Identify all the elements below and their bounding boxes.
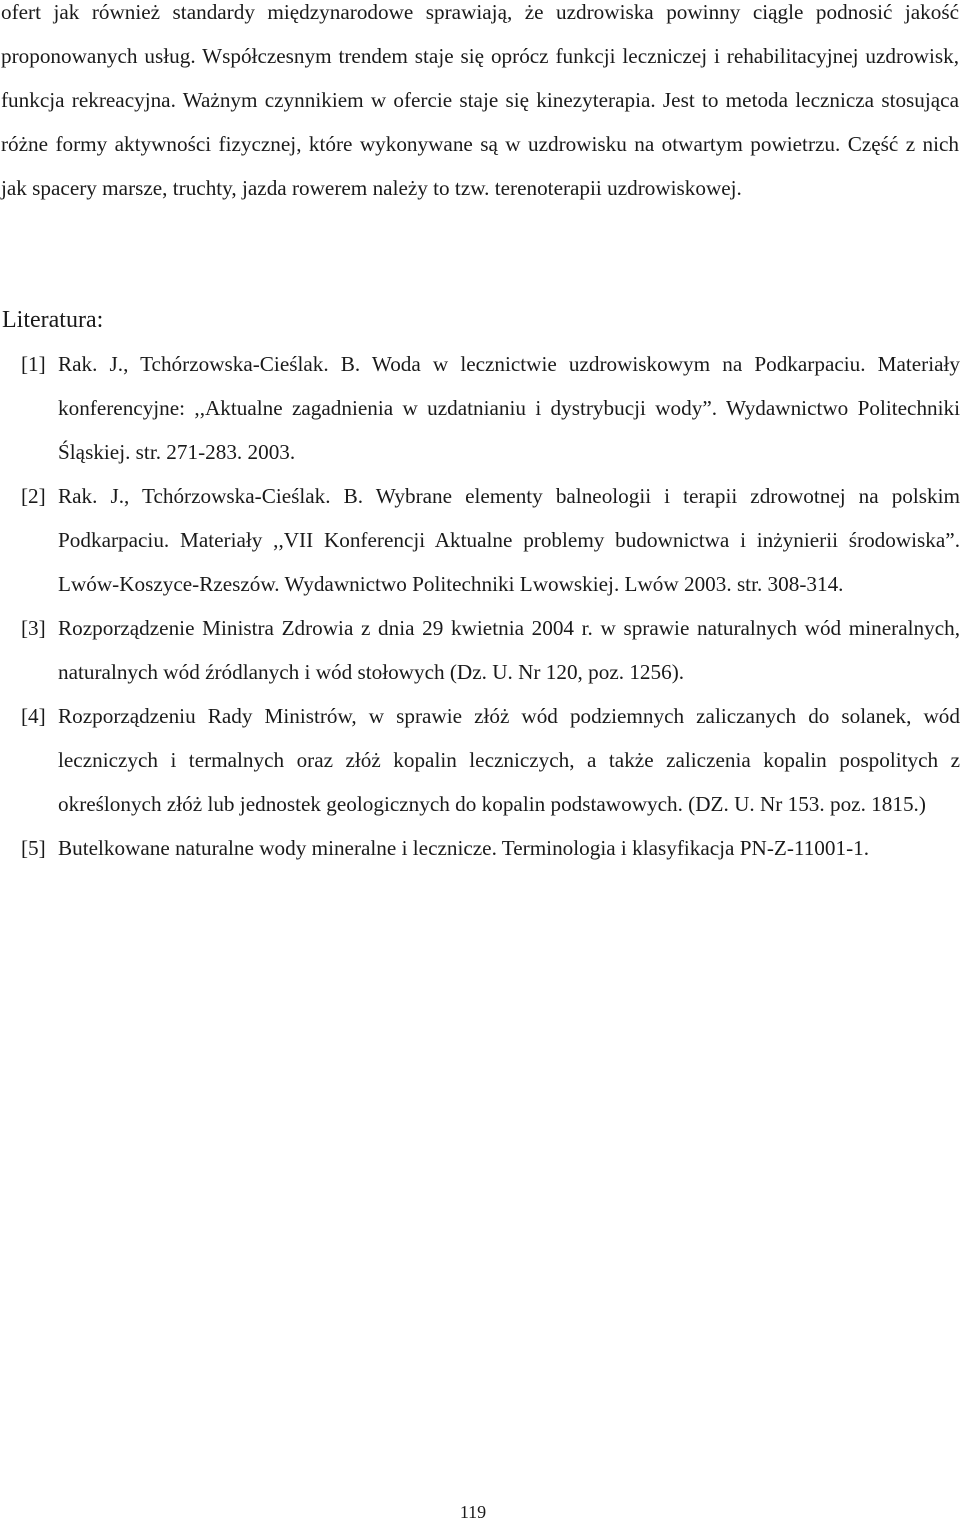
reference-number: [2] — [21, 484, 46, 508]
body-paragraph: ofert jak również standardy międzynarodowe sprawiają, że uzdrowiska powinny ciągle podnosić jakość proponowanych usług. Współczesnym trendem staje się oprócz funkcji leczniczej i rehabilitacyjnej uzdrowisk, funkcja rekreacyjna. Ważnym czynnikiem w ofercie staje się kinezyterapia. Jest to metoda lecznicza stosująca różne formy aktywności fizycznej, które wykonywane są w uzdrowisku na otwartym powietrzu. Część z nich jak spacery marsze, truchty, jazda rowerem należy to tzw. terenoterapii uzdrowiskowej. — [1, 0, 959, 200]
reference-list — [0, 342, 960, 870]
page-number: 119 — [459, 1502, 487, 1522]
reference-item-4 — [0, 694, 960, 826]
reference-number: [5] — [21, 836, 46, 860]
reference-number: [1] — [21, 352, 46, 376]
literature-heading: Literatura: — [2, 307, 104, 333]
reference-item-1 — [0, 342, 960, 474]
reference-item-2 — [0, 474, 960, 606]
reference-item-5 — [0, 826, 960, 870]
reference-text: Rozporządzenie Ministra Zdrowia z dnia 29 kwietnia 2004 r. w sprawie naturalnych wód mineralnych, naturalnych wód źródlanych i wód stołowych (Dz. U. Nr 120, poz. 1256). — [58, 616, 960, 684]
reference-text: Rozporządzeniu Rady Ministrów, w sprawie złóż wód podziemnych zaliczanych do solanek, wód leczniczych i termalnych oraz złóż kopalin leczniczych, a także zaliczenia kopalin pospolitych z określonych złóż lub jednostek geologicznych do kopalin podstawowych. (DZ. U. Nr 153. poz. 1815.) — [58, 704, 960, 816]
reference-text: Rak. J., Tchórzowska-Cieślak. B. Wybrane elementy balneologii i terapii zdrowotnej na polskim Podkarpaciu. Materiały ,,VII Konferencji Aktualne problemy budownictwa i inżynierii środowiska”. Lwów-Koszyce-Rzeszów. Wydawnictwo Politechniki Lwowskiej. Lwów 2003. str. 308-314. — [58, 484, 960, 596]
reference-number: [4] — [21, 704, 46, 728]
reference-text: Rak. J., Tchórzowska-Cieślak. B. Woda w lecznictwie uzdrowiskowym na Podkarpaciu. Materiały konferencyjne: ,,Aktualne zagadnienia w uzdatnianiu i dystrybucji wody”. Wydawnictwo Politechniki Śląskiej. str. 271-283. 2003. — [58, 352, 960, 464]
reference-text: Butelkowane naturalne wody mineralne i lecznicze. Terminologia i klasyfikacja PN-Z-11001-1. — [58, 836, 870, 860]
reference-number: [3] — [21, 616, 46, 640]
reference-item-3 — [0, 606, 960, 694]
